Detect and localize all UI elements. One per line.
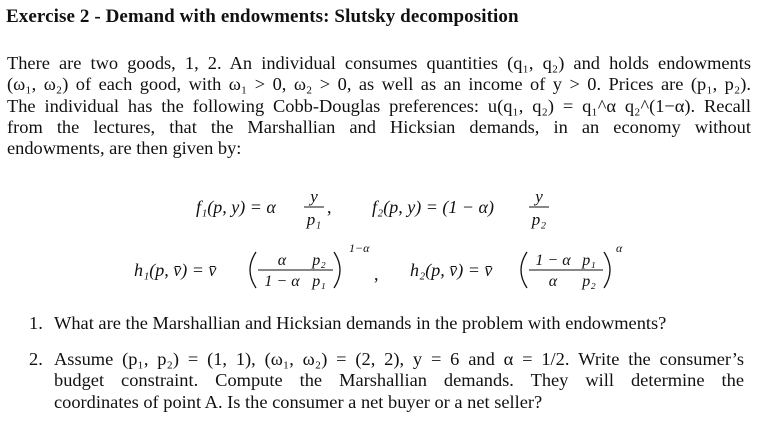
equation-h2-exponent: α bbox=[616, 241, 623, 255]
intro-line: from the lectures, that the Marshallian and Hicksian demands, in an economy without bbox=[7, 116, 751, 137]
equation-h2 bbox=[410, 238, 623, 304]
equation-h1-num-a: α bbox=[277, 252, 287, 269]
question-2 bbox=[29, 349, 744, 415]
question-line: budget constraint. Compute the Marshallian demands. They will determine the bbox=[54, 370, 744, 391]
equation-h1-num-b: p₂ bbox=[312, 252, 326, 269]
equation-f2 bbox=[372, 183, 562, 233]
equation-f1-comma: , bbox=[327, 197, 332, 217]
question-text bbox=[54, 349, 744, 413]
question-line: What are the Marshallian and Hicksian demands in the problem with endowments? bbox=[54, 313, 667, 333]
question-number: 1. bbox=[29, 313, 43, 333]
equation-f2-numerator: y bbox=[535, 187, 543, 206]
right-paren bbox=[334, 252, 340, 288]
equation-h1-exponent: 1−α bbox=[349, 241, 370, 255]
equation-f1-lhs: f₁(p, y) = α bbox=[196, 197, 276, 217]
exercise-title: Exercise 2 - Demand with endowments: Slutsky decomposition bbox=[6, 6, 519, 27]
equation-h1 bbox=[134, 238, 384, 304]
intro-line: endowments, are then given by: bbox=[7, 138, 242, 159]
left-paren bbox=[521, 252, 527, 288]
question-line: Assume (p₁, p₂) = (1, 1), (ω₁, ω₂) = (2, 2), y = 6 and α = 1/2. Write the consumer’s bbox=[54, 349, 744, 369]
equation-f2-lhs: f₂(p, y) = (1 − α) bbox=[372, 197, 494, 217]
right-paren bbox=[604, 252, 610, 288]
equation-h1-den-a: 1 − α bbox=[264, 273, 300, 290]
equation-h2-den-b: p₂ bbox=[582, 273, 596, 290]
equation-h2-lhs: h₂(p, v̄) = v̄ bbox=[410, 260, 493, 280]
equation-h2-num-a: 1 − α bbox=[535, 252, 571, 269]
equation-f1 bbox=[196, 183, 346, 233]
left-paren bbox=[250, 252, 256, 288]
equation-f1-numerator: y bbox=[310, 187, 318, 206]
equation-h2-den-a: α bbox=[548, 273, 558, 290]
equation-f2-denominator: p₂ bbox=[531, 210, 547, 229]
intro-paragraph bbox=[7, 53, 751, 159]
equation-h1-comma: , bbox=[374, 264, 379, 284]
question-number: 2. bbox=[29, 349, 43, 369]
question-line: coordinates of point A. Is the consumer a net buyer or a net seller? bbox=[54, 391, 543, 412]
equation-h1-den-b: p₁ bbox=[312, 273, 326, 290]
intro-line: There are two goods, 1, 2. An individual consumes quantities (q₁, q₂) and holds endowments bbox=[7, 53, 751, 73]
equation-h1-lhs: h₁(p, v̄) = v̄ bbox=[134, 260, 217, 280]
equation-h2-num-b: p₁ bbox=[582, 252, 596, 269]
question-text bbox=[54, 313, 744, 334]
question-1 bbox=[29, 313, 744, 335]
intro-line: (ω₁, ω₂) of each good, with ω₁ > 0, ω₂ > 0, as well as an income of y > 0. Prices are (p₁, p₂). bbox=[7, 74, 751, 95]
intro-line: The individual has the following Cobb-Douglas preferences: u(q₁, q₂) = q₁^α q₂^(1−α). Recall bbox=[7, 95, 751, 116]
equation-f1-denominator: p₁ bbox=[306, 210, 322, 229]
